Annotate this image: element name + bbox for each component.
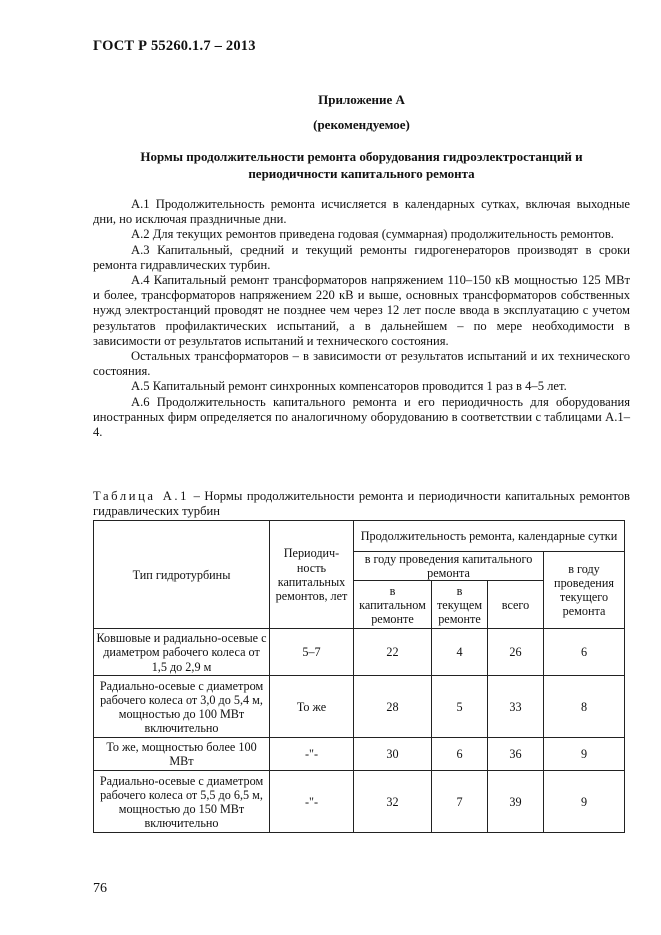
paragraph-a5: А.5 Капитальный ремонт синхронных компенсаторов проводится 1 раз в 4–5 лет. bbox=[131, 379, 567, 394]
cell-capital: 22 bbox=[354, 629, 432, 676]
document-header: ГОСТ Р 55260.1.7 – 2013 bbox=[93, 38, 256, 54]
cell-current-year: 9 bbox=[544, 738, 625, 771]
cell-capital: 32 bbox=[354, 771, 432, 833]
section-title-line1: Нормы продолжительности ремонта оборудования гидроэлектростанций и bbox=[140, 149, 583, 164]
cell-turbine-type: Ковшовые и радиально-осевые с диаметром рабочего колеса от 1,5 до 2,9 м bbox=[94, 629, 270, 676]
repair-norms-table bbox=[93, 520, 625, 833]
header-year-capital-repair: в году проведения капитального ремонта bbox=[354, 552, 544, 581]
table-caption-label: Таблица А.1 bbox=[93, 489, 190, 503]
cell-current-year: 6 bbox=[544, 629, 625, 676]
header-total: всего bbox=[488, 581, 544, 629]
cell-current: 7 bbox=[432, 771, 488, 833]
cell-periodicity: То же bbox=[270, 676, 354, 738]
cell-current: 5 bbox=[432, 676, 488, 738]
appendix-title: Приложение А bbox=[318, 92, 405, 107]
paragraph-a2: А.2 Для текущих ремонтов приведена годовая (суммарная) продолжительность ремонтов. bbox=[131, 227, 614, 242]
cell-current: 4 bbox=[432, 629, 488, 676]
header-in-capital-repair: в капитальном ремонте bbox=[354, 581, 432, 629]
table-row bbox=[94, 629, 625, 676]
table-row bbox=[94, 676, 625, 738]
paragraph-a6: А.6 Продолжительность капитального ремонта и его периодичность для оборудования иностранных фирм определяется по аналогичному оборудованию в соответствии с таблицами А.1–4. bbox=[93, 394, 630, 440]
cell-current: 6 bbox=[432, 738, 488, 771]
body-text bbox=[93, 197, 630, 440]
appendix-status: (рекомендуемое) bbox=[313, 117, 410, 132]
section-title bbox=[93, 148, 630, 182]
cell-current-year: 9 bbox=[544, 771, 625, 833]
table-caption-text: – Нормы продолжительности ремонта и периодичности капитальных ремонтов гидравлических турбин bbox=[93, 489, 630, 519]
cell-turbine-type: То же, мощностью более 100 МВт bbox=[94, 738, 270, 771]
header-in-current-repair: в текущем ремонте bbox=[432, 581, 488, 629]
cell-current-year: 8 bbox=[544, 676, 625, 738]
cell-total: 39 bbox=[488, 771, 544, 833]
header-year-current-repair: в году проведения текущего ремонта bbox=[544, 552, 625, 629]
paragraph-a1: А.1 Продолжительность ремонта исчисляется в календарных сутках, включая выходные дни, но исключая праздничные дни. bbox=[93, 197, 630, 227]
cell-periodicity: 5–7 bbox=[270, 629, 354, 676]
paragraph-a3: А.3 Капитальный, средний и текущий ремонты гидрогенераторов производят в сроки ремонта гидравлических турбин. bbox=[93, 242, 630, 272]
cell-capital: 30 bbox=[354, 738, 432, 771]
paragraph-a4: А.4 Капитальный ремонт трансформаторов напряжением 110–150 кВ мощностью 125 МВт и более, трансформаторов напряжением 220 кВ и выше, основных трансформаторов собственных нужд электростанций проводят не позднее чем через 12 лет после ввода в эксплуатацию с учетом результатов профилактических испытаний, а в дальнейшем – по мере необходимости в зависимости от результатов испытаний и технического состояния. bbox=[93, 273, 630, 348]
header-repair-duration: Продолжительность ремонта, календарные сутки bbox=[354, 521, 625, 552]
cell-total: 33 bbox=[488, 676, 544, 738]
section-title-line2: периодичности капитального ремонта bbox=[248, 166, 475, 181]
cell-periodicity: -"- bbox=[270, 738, 354, 771]
page-number: 76 bbox=[93, 881, 107, 896]
cell-turbine-type: Радиально-осевые с диаметром рабочего колеса от 5,5 до 6,5 м, мощностью до 150 МВт включительно bbox=[94, 771, 270, 833]
header-turbine-type: Тип гидротурбины bbox=[94, 521, 270, 629]
cell-periodicity: -"- bbox=[270, 771, 354, 833]
cell-total: 36 bbox=[488, 738, 544, 771]
cell-total: 26 bbox=[488, 629, 544, 676]
table-row bbox=[94, 771, 625, 833]
cell-capital: 28 bbox=[354, 676, 432, 738]
table-caption bbox=[93, 489, 630, 519]
paragraph-other-transformers: Остальных трансформаторов – в зависимости от результатов испытаний и их технического состояния. bbox=[93, 349, 630, 379]
cell-turbine-type: Радиально-осевые с диаметром рабочего колеса от 3,0 до 5,4 м, мощностью до 100 МВт включительно bbox=[94, 676, 270, 738]
header-periodicity: Периодич-ность капитальных ремонтов, лет bbox=[270, 521, 354, 629]
table-row bbox=[94, 738, 625, 771]
